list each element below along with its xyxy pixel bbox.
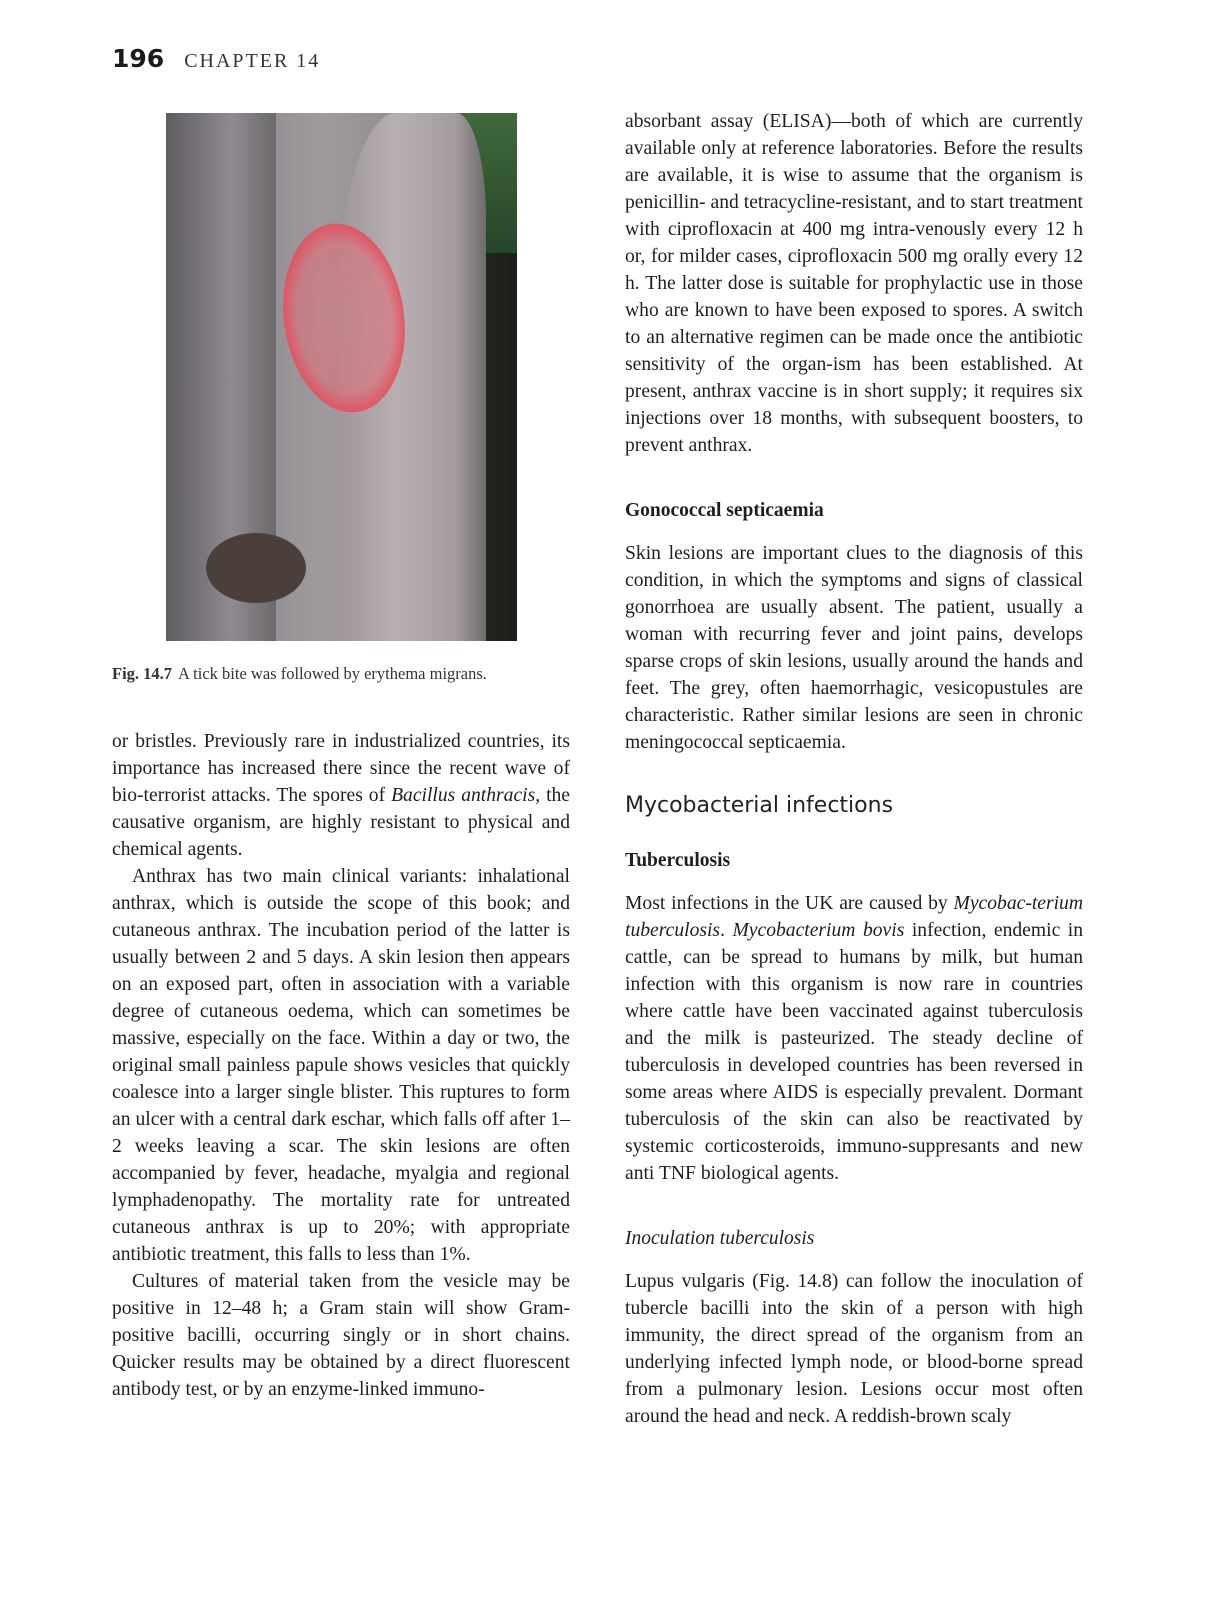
running-header bbox=[112, 44, 320, 73]
right-column-p2 bbox=[625, 540, 1083, 756]
paragraph: Lupus vulgaris (Fig. 14.8) can follow the inoculation of tubercle bacilli into the skin of a person with high immunity, the direct spread of the organism from an underlying infected lymph node, or blood-borne spread from a pulmonary lesion. Lesions occur most often around the head and neck. A reddish-brown scaly bbox=[625, 1271, 1083, 1427]
text: . bbox=[720, 920, 733, 941]
subsection-heading: Tuberculosis bbox=[625, 850, 731, 871]
italic-text: Mycobacterium bovis bbox=[732, 920, 905, 941]
text: , the causative organism, are highly resistant to physical and chemical agents. bbox=[112, 785, 571, 860]
right-column-p4 bbox=[625, 1268, 1083, 1430]
left-column bbox=[112, 728, 570, 1403]
paragraph: Skin lesions are important clues to the diagnosis of this condition, in which the symptoms and signs of classical gonorrhoea are usually absent. The patient, usually a woman with recurring fever and joint pains, develops sparse crops of skin lesions, usually around the hands and feet. The grey, often haemorrhagic, vesicopustules are characteristic. Rather similar lesions are seen in chronic meningococcal septicaemia. bbox=[625, 543, 1083, 753]
right-column-p3 bbox=[625, 890, 1083, 1187]
chapter-title: CHAPTER 14 bbox=[184, 50, 321, 72]
subsubsection-heading: Inoculation tuberculosis bbox=[625, 1228, 815, 1249]
paragraph: Cultures of material taken from the vesicle may be positive in 12–48 h; a Gram stain will show Gram-positive bacilli, occurring singly or in short chains. Quicker results may be obtained by a direct fluorescent antibody test, or by an enzyme-linked immuno- bbox=[112, 1271, 570, 1400]
figure-caption bbox=[112, 664, 487, 684]
figure-image-erythema-migrans bbox=[166, 113, 517, 641]
text: Most infections in the UK are caused by bbox=[625, 893, 954, 914]
figure-shoe bbox=[206, 533, 306, 603]
paragraph: Anthrax has two main clinical variants: inhalational anthrax, which is outside the scope of this book; and cutaneous anthrax. The incubation period of the latter is usually between 2 and 5 days. A skin lesion then appears on an exposed part, often in association with a variable degree of cutaneous oedema, which can sometimes be massive, especially on the face. Within a day or two, the original small painless papule shows vesicles that quickly coalesce into a larger single blister. This ruptures to form an ulcer with a central dark eschar, which falls off after 1–2 weeks leaving a scar. The skin lesions are often accompanied by fever, headache, myalgia and regional lymphadenopathy. The mortality rate for untreated cutaneous anthrax is up to 20%; with appropriate antibiotic treatment, this falls to less than 1%. bbox=[112, 866, 570, 1265]
section-heading: Mycobacterial infections bbox=[625, 793, 894, 818]
page-number: 196 bbox=[112, 44, 165, 73]
italic-text: Bacillus anthracis bbox=[391, 785, 536, 806]
paragraph bbox=[112, 728, 570, 863]
italic-text: Mycobac-terium tuberculosis bbox=[625, 893, 1083, 941]
figure-label: Fig. 14.7 bbox=[112, 664, 173, 683]
text: infection, endemic in cattle, can be spread to humans by milk, but human infection with this organism is now rare in countries where cattle have been vaccinated against tuberculosis and the milk is pasteurized. The steady decline of tuberculosis in developed countries has been reversed in some areas where AIDS is especially prevalent. Dormant tuberculosis of the skin can also be reactivated by systemic corticosteroids, immuno-suppresants and new anti TNF biological agents. bbox=[625, 920, 1084, 1184]
section-heading: Gonococcal septicaemia bbox=[625, 500, 824, 521]
right-column-p1 bbox=[625, 108, 1083, 459]
paragraph: absorbant assay (ELISA)—both of which are currently available only at reference laboratories. Before the results are available, it is wise to assume that the organism is penicillin- and tetracycline-resistant, and to start treatment with ciprofloxacin at 400 mg intra-venously every 12 h or, for milder cases, ciprofloxacin 500 mg orally every 12 h. The latter dose is suitable for prophylactic use in those who are known to have been exposed to spores. A switch to an alternative regimen can be made once the antibiotic sensitivity of the organ-ism has been established. At present, anthrax vaccine is in short supply; it requires six injections over 18 months, with subsequent boosters, to prevent anthrax. bbox=[625, 111, 1083, 456]
paragraph bbox=[625, 890, 1083, 1187]
text: or bristles. Previously rare in industrialized countries, its importance has increased there since the recent wave of bio-terrorist attacks. The spores of bbox=[112, 731, 570, 806]
figure-caption-text: A tick bite was followed by erythema migrans. bbox=[178, 664, 487, 683]
